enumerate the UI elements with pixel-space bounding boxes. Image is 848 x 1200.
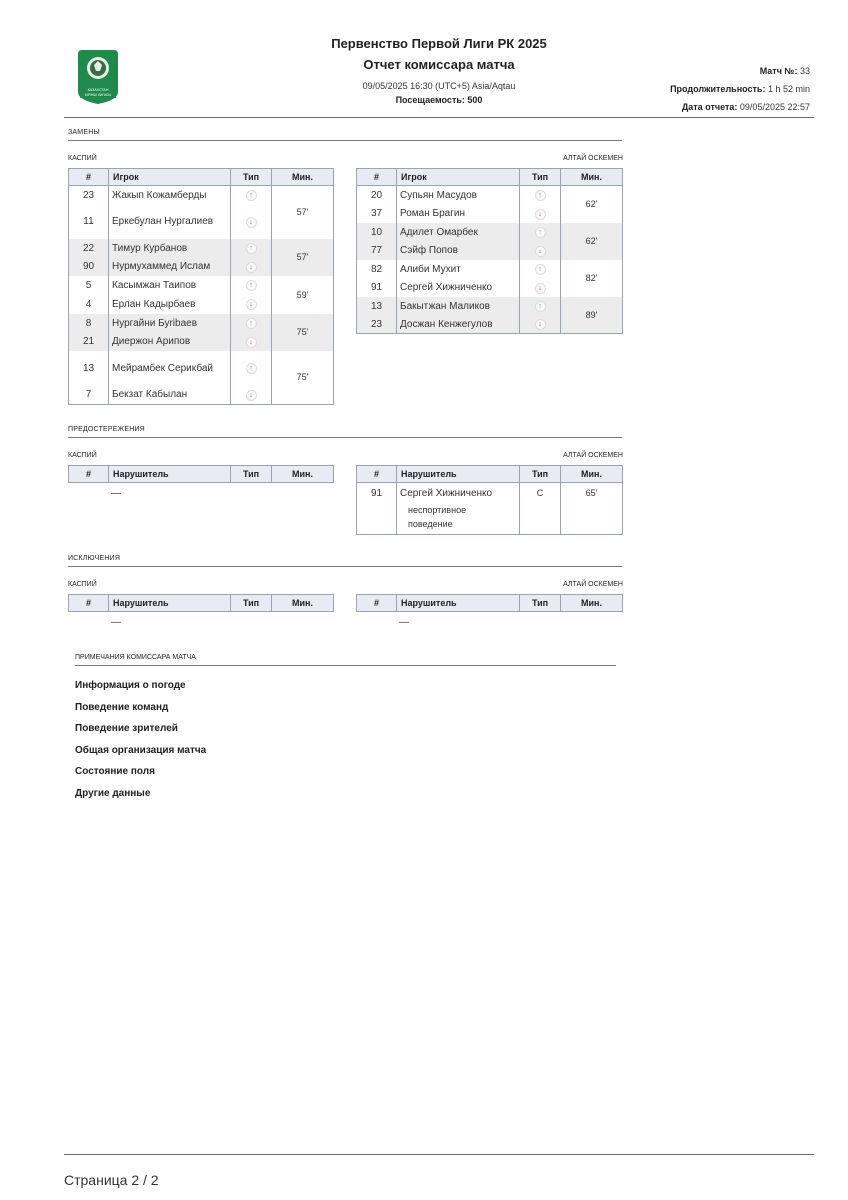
title-block xyxy=(244,34,634,107)
svg-text:БІРІНШІ ЛИГАСЫ: БІРІНШІ ЛИГАСЫ xyxy=(84,93,112,97)
offense-reason: неспортивное поведение xyxy=(408,505,467,529)
away-warnings-table: # Нарушитель Тип Мин. 91 Сергей Хижниченко неспортивное поведение C 65' xyxy=(356,465,623,535)
report-header xyxy=(64,30,814,118)
note-organization: Общая организация матча xyxy=(75,744,207,756)
away-team-label: АЛТАЙ ОСКЕМЕН xyxy=(563,581,623,588)
table-row: 77 Сэйф Попов ↓ xyxy=(357,242,623,260)
away-expulsions-table: # Нарушитель Тип Мин. xyxy=(356,594,623,612)
note-other: Другие данные xyxy=(75,787,151,799)
table-row: 23 Жакып Кожамберды ↑ 57' xyxy=(69,186,334,205)
table-row: 91 Сергей Хижниченко неспортивное поведение C 65' xyxy=(357,483,623,535)
expulsions-section-title: ИСКЛЮЧЕНИЯ xyxy=(68,555,622,567)
table-row: 20 Супьян Масудов ↑ 62' xyxy=(357,186,623,205)
match-meta xyxy=(670,62,810,116)
note-weather: Информация о погоде xyxy=(75,680,186,691)
match-datetime: 09/05/2025 16:30 (UTC+5) Asia/Aqtau xyxy=(362,81,516,91)
arrow-down-icon: ↓ xyxy=(246,262,257,273)
table-row: 13 Бакытжан Маликов ↑ 89' xyxy=(357,297,623,316)
page-number: Страница 2 / 2 xyxy=(64,1172,159,1188)
away-substitutions-table: # Игрок Тип Мин. 20 Супьян Масудов ↑ 62' 37 Роман Брагин ↓ 10 Адилет Омарбек ↑ 62' 77 Сэйф Попов ↓ 82 Алиби Мухит ↑ 82' 91 Сергей Хижниченко ↓ 13 Бакытжан Маликов ↑ 89' 23 Досжан Кенжегулов ↓ xyxy=(356,168,623,334)
footer-divider xyxy=(64,1154,814,1155)
report-title: Отчет комиссара матча xyxy=(363,57,515,72)
home-warnings-table: # Нарушитель Тип Мин. xyxy=(68,465,334,483)
arrow-up-icon: ↑ xyxy=(535,227,546,238)
arrow-down-icon: ↓ xyxy=(246,217,257,228)
table-row: 10 Адилет Омарбек ↑ 62' xyxy=(357,223,623,242)
table-row: 13 Мейрамбек Серикбай ↑ 75' xyxy=(69,351,334,386)
league-logo-icon xyxy=(74,48,122,106)
arrow-up-icon: ↑ xyxy=(535,190,546,201)
note-spectator-behavior: Поведение зрителей xyxy=(75,723,178,734)
table-row: 91 Сергей Хижниченко ↓ xyxy=(357,279,623,297)
arrow-down-icon: ↓ xyxy=(535,246,546,257)
home-substitutions-table: # Игрок Тип Мин. 23 Жакып Кожамберды ↑ 57' 11 Еркебулан Нургалиев ↓ 22 Тимур Курбанов ↑ 57' 90 Нурмухаммед Ислам ↓ 5 Касымжан Таипов ↑ 59' 4 Ерлан Кадырбаев ↓ 8 Нургайни Буribaев ↑ 75' 21 Диержон Арипов ↓ 13 Мейрамбек Серикбай ↑ 75' 7 Бекзат Кабылан ↓ xyxy=(68,168,334,405)
arrow-down-icon: ↓ xyxy=(246,299,257,310)
arrow-up-icon: ↑ xyxy=(246,190,257,201)
arrow-up-icon: ↑ xyxy=(246,243,257,254)
match-duration: Продолжительность: 1 h 52 min xyxy=(670,84,810,94)
championship-title: Первенство Первой Лиги РК 2025 xyxy=(331,36,547,51)
table-row: 90 Нурмухаммед Ислам ↓ xyxy=(69,258,334,276)
away-team-label: АЛТАЙ ОСКЕМЕН xyxy=(563,452,623,459)
arrow-down-icon: ↓ xyxy=(535,283,546,294)
arrow-down-icon: ↓ xyxy=(246,337,257,348)
table-row: 7 Бекзат Кабылан ↓ xyxy=(69,386,334,405)
note-team-behavior: Поведение команд xyxy=(75,701,169,713)
arrow-up-icon: ↑ xyxy=(246,280,257,291)
table-row: 8 Нургайни Буribaев ↑ 75' xyxy=(69,314,334,333)
arrow-down-icon: ↓ xyxy=(535,319,546,330)
arrow-down-icon: ↓ xyxy=(535,209,546,220)
substitutions-section-title: ЗАМЕНЫ xyxy=(68,129,622,141)
home-team-label: КАСПИЙ xyxy=(68,155,97,162)
attendance: Посещаемость: 500 xyxy=(395,95,483,105)
table-row: 82 Алиби Мухит ↑ 82' xyxy=(357,260,623,279)
commissioner-notes-title: ПРИМЕЧАНИЯ КОМИССАРА МАТЧА xyxy=(75,654,616,666)
table-row: 21 Диержон Арипов ↓ xyxy=(69,333,334,351)
home-expulsions-table: # Нарушитель Тип Мин. xyxy=(68,594,334,612)
table-row: 37 Роман Брагин ↓ xyxy=(357,205,623,223)
table-row: 22 Тимур Курбанов ↑ 57' xyxy=(69,239,334,258)
table-row: 23 Досжан Кенжегулов ↓ xyxy=(357,316,623,334)
home-warnings-empty: — xyxy=(111,488,121,499)
table-row: 4 Ерлан Кадырбаев ↓ xyxy=(69,295,334,314)
table-row: 11 Еркебулан Нургалиев ↓ xyxy=(69,205,334,239)
warnings-section-title: ПРЕДОСТЕРЕЖЕНИЯ xyxy=(68,426,622,438)
report-date: Дата отчета: 09/05/2025 22:57 xyxy=(681,102,810,112)
arrow-up-icon: ↑ xyxy=(535,301,546,312)
home-expulsions-empty: — xyxy=(111,617,121,628)
home-team-label: КАСПИЙ xyxy=(68,452,97,459)
arrow-up-icon: ↑ xyxy=(246,318,257,329)
svg-text:КАЗАХСТАН: КАЗАХСТАН xyxy=(87,88,109,92)
commissioner-notes xyxy=(75,679,206,808)
table-row: 5 Касымжан Таипов ↑ 59' xyxy=(69,276,334,295)
away-expulsions-empty: — xyxy=(399,617,409,628)
note-pitch-condition: Состояние поля xyxy=(75,766,155,777)
arrow-up-icon: ↑ xyxy=(246,363,257,374)
home-team-label: КАСПИЙ xyxy=(68,581,97,588)
match-number: Матч №: 33 xyxy=(759,66,810,76)
away-team-label: АЛТАЙ ОСКЕМЕН xyxy=(563,155,623,162)
arrow-down-icon: ↓ xyxy=(246,390,257,401)
offender-name: Сергей Хижниченко xyxy=(400,488,493,499)
arrow-up-icon: ↑ xyxy=(535,264,546,275)
